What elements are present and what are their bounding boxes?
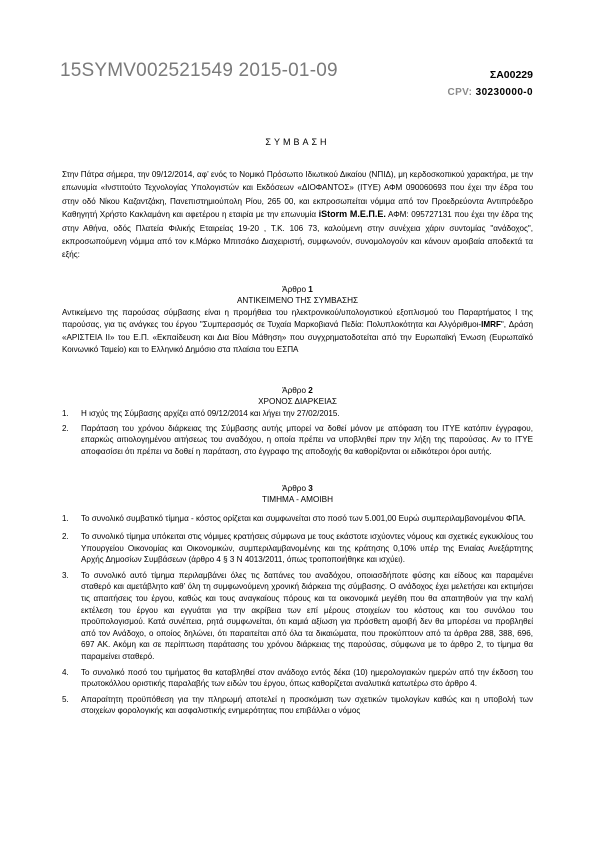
article-3-item-text: Το συνολικό αυτό τίμημα περιλαμβάνει όλες τις δαπάνες του αναδόχου, οποιασδήποτε φύσης και είδους και παραμένει σταθερό και αμετάβλητο καθ’ όλη τη συμφωνούμενη χρονική διάρκεια της σύμβασης. Ο ανάδοχος έχει μελετήσει και εκτιμήσει τις απαιτήσεις του έργου, καθώς και τους αναγκαίους πόρους και τα οικονομικά μεγέθη που θα απαιτηθούν για την καλή εκτέλεση του έργου και εγγυάται για την ακρίβεια των επί μέρους στοιχείων του κόστους και του συνόλου του προϋπολογισμού. Κατά συνέπεια, ρητά συμφωνείται, ότι καμιά αξίωση για πρόσθετη αμοιβή δεν θα μπορέσει να προβληθεί από τον Ανάδοχο, ο οποίος δηλώνει, ότι παραιτείται από όλα τα δικαιώματα, που προκύπτουν από τα άρθρα 288, 388, 696, 697 ΑΚ. Ακόμη και σε περίπτωση παράτασης του χρόνου διάρκειας της παρούσας, σύμφωνα με το άρθρο 2, το τίμημα θα παραμείνει σταθερό. bbox=[81, 570, 533, 661]
article-2-item-number: 1. bbox=[62, 409, 69, 418]
article-1-word: Άρθρο bbox=[282, 285, 307, 294]
article-2-number: 2 bbox=[308, 386, 313, 395]
article-3-item-number: 4. bbox=[62, 667, 69, 677]
document-watermark-id: 15SYMV002521549 2015-01-09 bbox=[60, 60, 338, 81]
article-2-word: Άρθρο bbox=[282, 386, 307, 395]
article-3-item-number: 5. bbox=[62, 694, 69, 704]
article-1-label bbox=[0, 284, 595, 295]
article-2-item-text: Η ισχύς της Σύμβασης αρχίζει από 09/12/2014 και λήγει την 27/02/2015. bbox=[81, 409, 340, 418]
article-3-item-text: Το συνολικό συμβατικό τίμημα - κόστος ορίζεται και συμφωνείται στο ποσό των 5.001,00 Ευρώ συμπεριλαμβανομένου ΦΠΑ. bbox=[81, 514, 526, 523]
contract-title: ΣΥΜΒΑΣΗ bbox=[265, 137, 330, 147]
article-3-header bbox=[0, 483, 595, 505]
article-2-heading: ΧΡΟΝΟΣ ΔΙΑΡΚΕΙΑΣ bbox=[258, 397, 337, 406]
article-1-text bbox=[62, 307, 533, 357]
article-3-item bbox=[62, 531, 533, 566]
article-3-item-number: 1. bbox=[62, 514, 69, 523]
article-1-text-part-a: Αντικείμενο της παρούσας σύμβασης είναι η προμήθεια του ηλεκτρονικού/υπολογιστικού εξοπλισμού του Παραρτήματος Ι της παρούσας, για τις ανάγκες του έργου "Συμπερασμός σε Τυχαία Μαρκοβιανά Πεδία: Πολυπλοκότητα και Αλγόριθμοι- bbox=[62, 308, 533, 330]
article-3-item-number: 3. bbox=[62, 570, 69, 580]
intro-paragraph bbox=[62, 168, 533, 262]
article-3-heading: ΤΙΜΗΜΑ - ΑΜΟΙΒΗ bbox=[262, 495, 333, 504]
reference-code: ΣΑ00229 bbox=[489, 69, 533, 81]
article-2-item bbox=[62, 408, 533, 420]
article-3-item bbox=[62, 667, 533, 690]
article-1-project-code: IMRF bbox=[481, 320, 501, 330]
article-2-item-number: 2. bbox=[62, 423, 69, 433]
article-2-item-text: Παράταση του χρόνου διάρκειας της Σύμβασης αυτής μπορεί να δοθεί μόνον με απόφαση του ΙΤΥΕ κατόπιν έγγραφου, επαρκώς αιτιολογημένου αιτήσεως του αναδόχου, η οποία πρέπει να υποβληθεί πριν την λήξη της παρούσας. Αν το ΙΤΥΕ αποφασίσει ότι πρέπει να δοθεί η παράταση, στο έγγραφο της αποδοχής θα καθορίζονται οι ειδικότεροι όροι αυτής. bbox=[81, 423, 533, 456]
contractor-name: iStorm Μ.Ε.Π.Ε. bbox=[318, 209, 386, 220]
article-3-item-number: 2. bbox=[62, 532, 69, 541]
article-2-header bbox=[0, 385, 595, 407]
article-1-header bbox=[0, 284, 595, 306]
intro-text-part2: ΑΦΜ: 095727131 που έχει την έδρα της στην Αθήνα, οδός Πλατεία Φιλικής Εταιρείας 19-20 , Τ.Κ. 106 73, καλούμενη στην συνέχεια χάριν συντομίας "ανάδοχος", εκπροσωπούμενη νόμιμα από τον κ.Μάρκο Μπιτσάκο Διαχειριστή, συμφωνούν, συνομολογούν και κάνουν αμοιβαία αποδεκτά τα εξής: bbox=[62, 210, 533, 260]
article-3-item bbox=[62, 570, 533, 663]
article-3-list bbox=[62, 510, 533, 721]
article-1-text-part-c: ", Δράση «ΑΡΙΣΤΕΙΑ ΙΙ» του Ε.Π. «Εκπαίδευση και Δια Βίου Μάθηση» που συγχρηματοδοτείται από την Ευρωπαϊκή Ένωση (Ευρωπαϊκό Κοινωνικό Ταμείο) και το Ελληνικό Δημόσιο στα πλαίσια του ΕΣΠΑ bbox=[62, 320, 533, 355]
article-3-number: 3 bbox=[308, 484, 313, 493]
article-3-item-text: Απαραίτητη προϋπόθεση για την πληρωμή αποτελεί η προσκόμιση των σχετικών τιμολογίων καθώς και η υποβολή των στοιχείων φορολογικής και ασφαλιστικής ενημερότητας που επιβάλλει ο νόμος bbox=[81, 694, 533, 716]
cpv-label: CPV: bbox=[447, 87, 473, 98]
article-3-item-text: Το συνολικό ποσό του τιμήματος θα καταβληθεί στον ανάδοχο εντός δέκα (10) ημερολογιακών ημερών από την έκδοση του πρωτοκόλλου οριστικής παραλαβής των ειδών του έργου, όπως καθορίζεται αναλυτικά κατωτέρω στο άρθρο 4. bbox=[81, 667, 533, 689]
article-2-label bbox=[0, 385, 595, 396]
article-1-number: 1 bbox=[308, 285, 313, 294]
article-3-item bbox=[62, 694, 533, 717]
article-2-list bbox=[62, 408, 533, 460]
intro-text-part1: Στην Πάτρα σήμερα, την 09/12/2014, αφ’ ενός το Νομικό Πρόσωπο Ιδιωτικού Δικαίου (ΝΠΙΔ), μη κερδοσκοπικού χαρακτήρα, με την επωνυμία «Ινστιτούτο Τεχνολογίας Υπολογιστών και Εκδόσεων «ΔΙΟΦΑΝΤΟΣ» (ΙΤΥΕ) ΑΦΜ 090060693 που έχει την έδρα του στην οδό Νίκου Καζαντζάκη, Πανεπιστημιούπολη Ρίου, 265 00, και εκπροσωπείται νόμιμα από τον Προεδρεύοντα Αντιπρόεδρο Καθηγητή Χρήστο Κακλαμάνη και αφετέρου η εταιρία με την επωνυμία bbox=[62, 170, 533, 220]
article-3-item-text: Το συνολικό τίμημα υπόκειται στις νόμιμες κρατήσεις σύμφωνα με τους εκάστοτε ισχύοντες νόμους και σχετικές εγκυκλίους του Υπουργείου Οικονομίας και Οικονομικών, συμπεριλαμβανομένης και της κράτησης 0,10% υπέρ της Ενιαίας Ανεξάρτητης Αρχής Δημοσίων Συμβάσεων (άρθρο 4 § 3 Ν 4013/2011, όπως τροποποιήθηκε και ισχύει). bbox=[81, 532, 533, 565]
cpv-value: 30230000-0 bbox=[475, 87, 533, 98]
article-3-label bbox=[0, 483, 595, 494]
article-3-word: Άρθρο bbox=[282, 484, 307, 493]
cpv-code bbox=[447, 87, 533, 98]
article-2-item bbox=[62, 423, 533, 458]
article-1-heading: ΑΝΤΙΚΕΙΜΕΝΟ ΤΗΣ ΣΥΜΒΑΣΗΣ bbox=[236, 296, 359, 305]
article-3-item bbox=[62, 510, 533, 527]
